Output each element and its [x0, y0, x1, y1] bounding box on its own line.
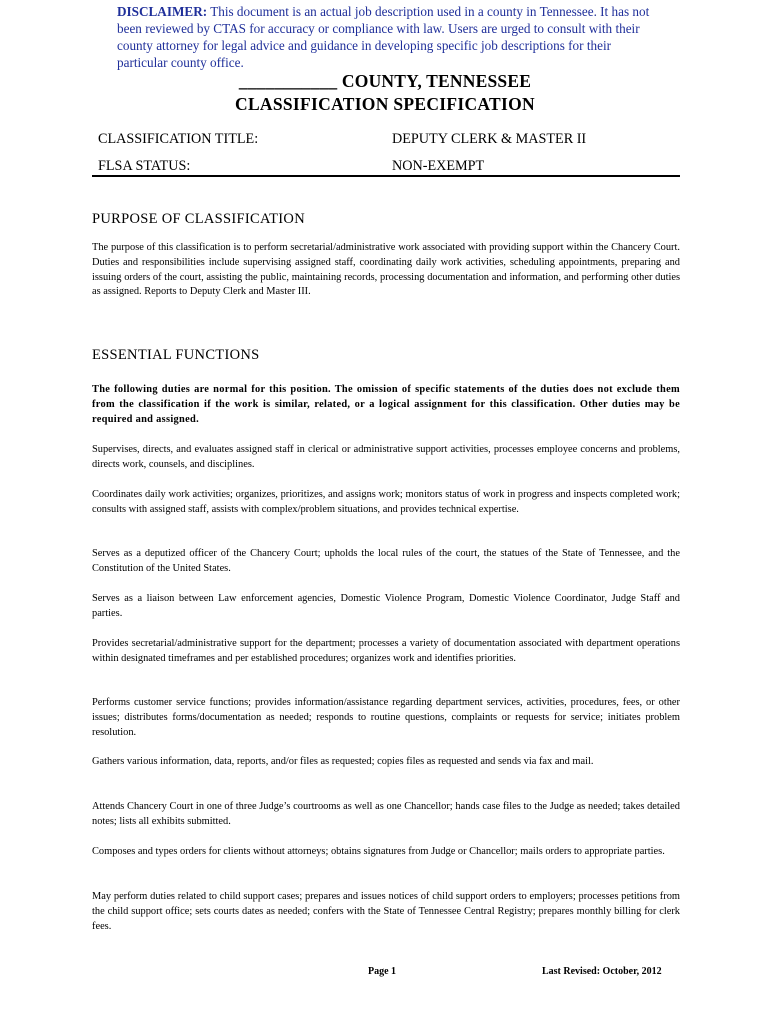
classification-spec-title: CLASSIFICATION SPECIFICATION: [235, 94, 535, 114]
disclaimer-text: This document is an actual job description used in a county in Tennessee. It has not been reviewed by CTAS for accuracy or compliance with law. Users are urged to consult with their county attorney for legal advice and guidance in developing specific job descriptions for their particular county office.: [117, 4, 650, 70]
classification-title-label: CLASSIFICATION TITLE:: [98, 131, 259, 147]
duty-paragraph: Gathers various information, data, reports, and/or files as requested; copies files as requested and sends via fax and mail.: [92, 756, 594, 767]
classification-title-value: DEPUTY CLERK & MASTER II: [392, 131, 587, 147]
duty-paragraph: Provides secretarial/administrative support for the department; processes a variety of documentation associated with department operations within designated timeframes and per established procedures; organizes work and identifies priorities.: [92, 638, 680, 664]
purpose-heading: PURPOSE OF CLASSIFICATION: [92, 211, 305, 227]
duty-paragraph: Serves as a deputized officer of the Chancery Court; upholds the local rules of the court, the statues of the State of Tennessee, and the Constitution of the United States.: [92, 548, 680, 574]
disclaimer-lead: DISCLAIMER:: [117, 4, 208, 19]
flsa-status-value: NON-EXEMPT: [392, 158, 485, 174]
duty-paragraph: Performs customer service functions; provides information/assistance regarding department services, activities, procedures, fees, or other issues; distributes forms/documentation as needed; responds to routine questions, complaints or requests for service; initiates problem resolution.: [92, 697, 680, 738]
last-revised: Last Revised: October, 2012: [542, 966, 662, 977]
essential-functions-heading: ESSENTIAL FUNCTIONS: [92, 347, 260, 363]
duty-paragraph: Coordinates daily work activities; organizes, prioritizes, and assigns work; monitors status of work in progress and inspects completed work; consults with assigned staff, assists with complex/problem situations, and provides technical expertise.: [92, 489, 680, 515]
flsa-status-label: FLSA STATUS:: [98, 158, 191, 174]
county-title: ___________ COUNTY, TENNESSEE: [238, 71, 532, 91]
page-number: Page 1: [368, 966, 397, 977]
disclaimer-notice: [117, 3, 662, 71]
duty-paragraph: Composes and types orders for clients without attorneys; obtains signatures from Judge or Chancellor; mails orders to appropriate parties.: [92, 846, 665, 857]
duty-paragraph: Supervises, directs, and evaluates assigned staff in clerical or administrative support activities, processes employee concerns and problems, directs work, counsels, and disciplines.: [92, 444, 680, 470]
duty-paragraph: May perform duties related to child support cases; prepares and issues notices of child support orders to employers; processes petitions from the child support office; sets courts dates as needed; confers with the State of Tennessee Central Registry; prepares monthly billing for clerk fees.: [92, 891, 680, 932]
essential-functions-intro: The following duties are normal for this position. The omission of specific statements of the duties does not exclude them from the classification if the work is similar, related, or a logical assignment for this classification. Other duties may be required and assigned.: [92, 384, 680, 425]
purpose-paragraph: The purpose of this classification is to perform secretarial/administrative work associated with providing support within the Chancery Court. Duties and responsibilities include supervising assigned staff, coordinating daily work activities, scheduling appointments, preparing and issuing orders of the court, assisting the public, maintaining records, processing documentation and information, and performing other duties as assigned. Reports to Deputy Clerk and Master III.: [92, 242, 680, 298]
header-divider: [92, 175, 680, 177]
duty-paragraph: Attends Chancery Court in one of three Judge’s courtrooms as well as one Chancellor; hands case files to the Judge as needed; takes detailed notes; lists all exhibits submitted.: [92, 801, 680, 827]
duty-paragraph: Serves as a liaison between Law enforcement agencies, Domestic Violence Program, Domestic Violence Coordinator, Judge Staff and parties.: [92, 593, 680, 619]
